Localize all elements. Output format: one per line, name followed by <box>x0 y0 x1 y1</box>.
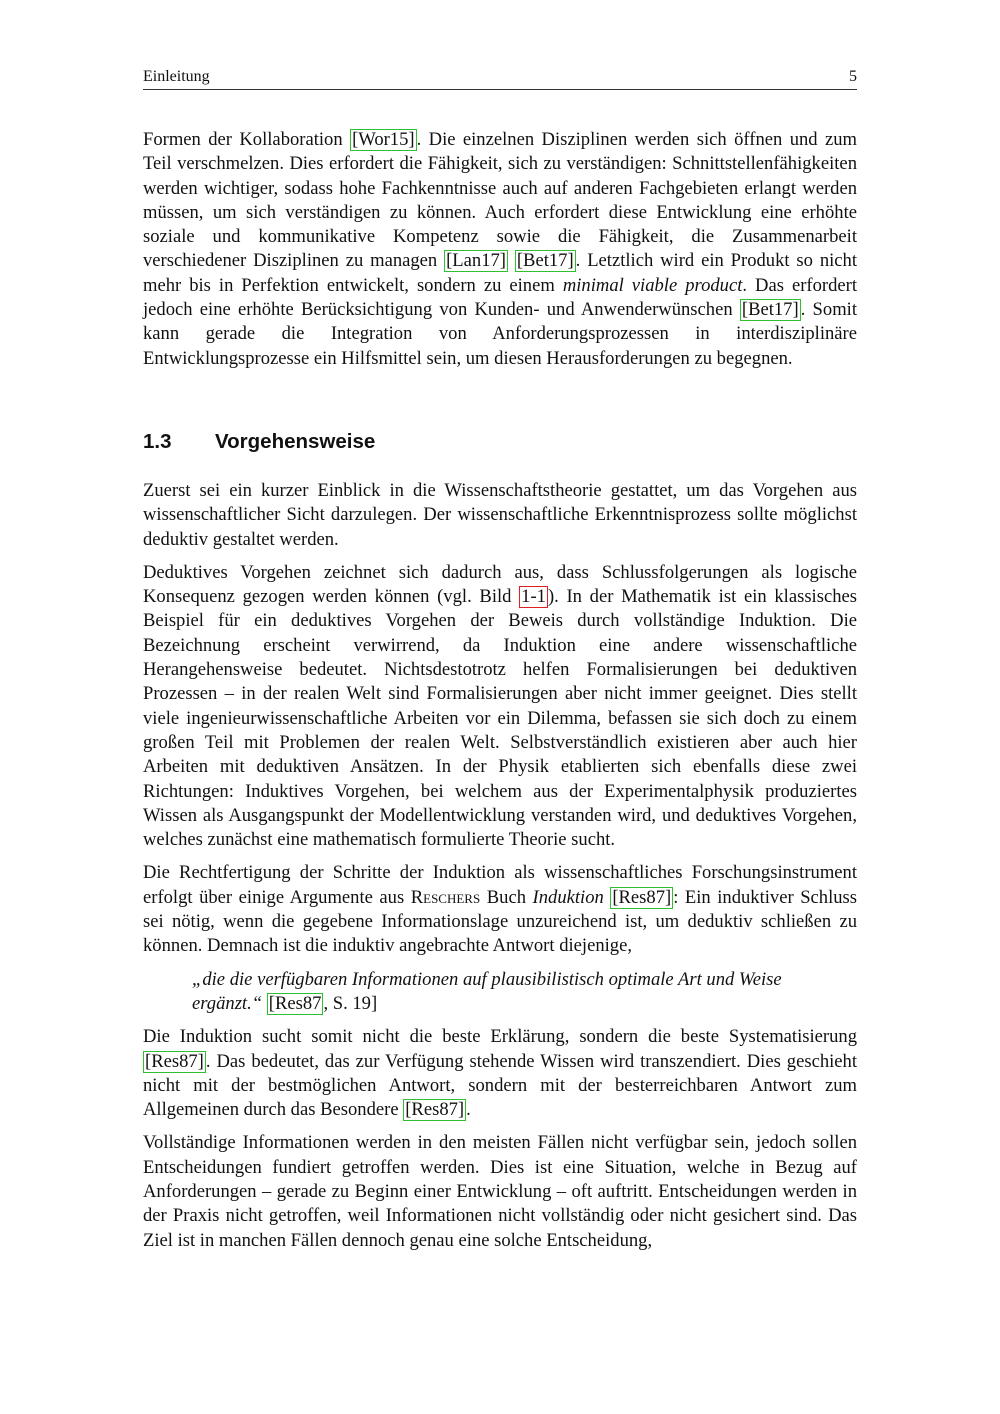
section-title: Vorgehensweise <box>215 429 376 453</box>
citation-link[interactable]: [Bet17] <box>516 250 574 272</box>
text: Die Induktion sucht somit nicht die beste Erklärung, sondern die beste Systematisierung <box>143 1026 857 1048</box>
text: Formen der Kollaboration <box>143 129 351 150</box>
text: . Die einzelnen Disziplinen werden sich öffnen und zum Teil verschmelzen. Dies erfordert die Fähigkeit, sich zu verständigen: Schnittstellenfähigkeiten werden wichtiger, sodass hohe Fachkenntnisse auch auf anderen Fachgebieten erlangt werden müssen, um sich verständigen zu können. Auch erfordert diese Entwicklung eine erhöhte soziale und kommunikative Kompetenz sowie die Fähigkeit, die Zusammenarbeit verschiedener Disziplinen zu managen <box>143 129 857 272</box>
citation-link[interactable]: [Res87] <box>612 886 672 908</box>
text: Deduktives Vorgehen zeichnet sich dadurch aus, dass Schlussfolgerungen als logische Konsequenz gezogen werden können (vgl. Bild <box>143 561 857 608</box>
paragraph-4 <box>143 861 857 958</box>
section-heading <box>143 429 857 455</box>
citation-link[interactable]: [Bet17] <box>741 299 799 321</box>
emphasis: minimal viable product <box>562 274 743 296</box>
text: . Somit kann gerade die Integration von Anforderungsprozessen in interdisziplinäre Entwicklungsprozesse ein Hilfsmittel sein, um diesen Herausforderungen zu begegnen. <box>143 299 857 369</box>
block-quote <box>192 968 809 1017</box>
quote-text: „die die verfügbaren Informationen auf plausibilistisch optimale Art und Weise ergänzt.“ <box>192 968 782 1014</box>
citation-link[interactable]: [Res87] <box>405 1099 465 1121</box>
text: . Das bedeutet, das zur Verfügung stehende Wissen wird transzendiert. Dies geschieht nicht mit der bestmöglichen Antwort, sondern mit der besterreichbaren Antwort zum Allgemeinen durch das Besondere <box>143 1050 857 1121</box>
citation-link[interactable]: [Lan17] <box>446 250 506 272</box>
text: . Letztlich wird ein Produkt so nicht mehr bis in Perfektion entwickelt, sondern zu einem <box>143 250 857 296</box>
book-title: Induktion <box>532 886 604 908</box>
text: ). In der Mathematik ist ein klassisches Beispiel für ein deduktives Vorgehen der Beweis durch vollständige Induktion. Die Bezeichnung erscheint verwirrend, da Induktion eine andere wissenschaftliche Herangehensweise bedeutet. Nichtsdestotrotz helfen Formalisierungen bei deduktiven Prozessen – in der realen Welt sind Formalisierungen aber nicht immer geeignet. Dies stellt viele ingenieurwissenschaftliche Arbeiten vor ein Dilemma, befassen sie sich doch zu einem großen Teil mit Problemen der realen Welt. Selbstverständlich existieren aber auch hier Arbeiten mit deduktiven Ansätzen. In der Physik etablierten sich ebenfalls diese zwei Richtungen: Induktives Vorgehen, bei welchem aus der Experimentalphysik produziertes Wissen als Ausgangspunkt der Modellentwicklung verstanden wird, und deduktives Vorgehen, welches zunächst eine mathematisch formulierte Theorie sucht. <box>143 586 857 851</box>
citation-link[interactable]: [Wor15] <box>352 129 415 150</box>
figure-reference-link[interactable]: 1-1 <box>521 586 546 608</box>
paragraph-1 <box>143 128 857 371</box>
paragraph-5 <box>143 1025 857 1122</box>
text: . <box>466 1099 471 1121</box>
text: Buch <box>480 886 533 908</box>
text: , S. 19] <box>323 992 378 1014</box>
text: . Das erfordert jedoch eine erhöhte Berücksichtigung von Kunden- und Anwenderwünschen <box>143 274 857 321</box>
running-title: Einleitung <box>143 68 210 85</box>
page-number: 5 <box>849 68 857 85</box>
citation-link[interactable]: [Res87 <box>268 992 322 1014</box>
paragraph-6: Vollständige Informationen werden in den meisten Fällen nicht verfügbar sein, jedoch sollen Entscheidungen fundiert getroffen werden. Dies ist eine Situation, welche in Bezug auf Anforderungen – gerade zu Beginn einer Entwicklung – oft auftritt. Entscheidungen werden in der Praxis nicht getroffen, weil Informationen nicht vollständig oder nicht gesichert sind. Das Ziel ist in manchen Fällen dennoch genau eine solche Entscheidung, <box>143 1132 857 1251</box>
page-body <box>143 128 857 1253</box>
page-header <box>143 66 857 90</box>
text: : Ein induktiver Schluss sei nötig, wenn die gegebene Informationslage unzureichend ist, um deduktiv schließen zu können. Demnach ist die induktiv angebrachte Antwort diejenige, <box>143 886 858 957</box>
paragraph-2: Zuerst sei ein kurzer Einblick in die Wissenschaftstheorie gestattet, um das Vorgehen aus wissenschaftlicher Sicht darzulegen. Der wissenschaftliche Erkenntnisprozess sollte möglichst deduktiv gestaltet werden. <box>143 479 857 550</box>
paragraph-3 <box>143 561 857 853</box>
section-number: 1.3 <box>143 429 172 453</box>
text <box>508 250 515 271</box>
citation-link[interactable]: [Res87] <box>145 1050 204 1072</box>
text: Die Rechtfertigung der Schritte der Induktion als wissenschaftliches Forschungsinstrument erfolgt über einige Argumente aus <box>143 862 857 908</box>
author-name: Reschers <box>410 886 481 908</box>
